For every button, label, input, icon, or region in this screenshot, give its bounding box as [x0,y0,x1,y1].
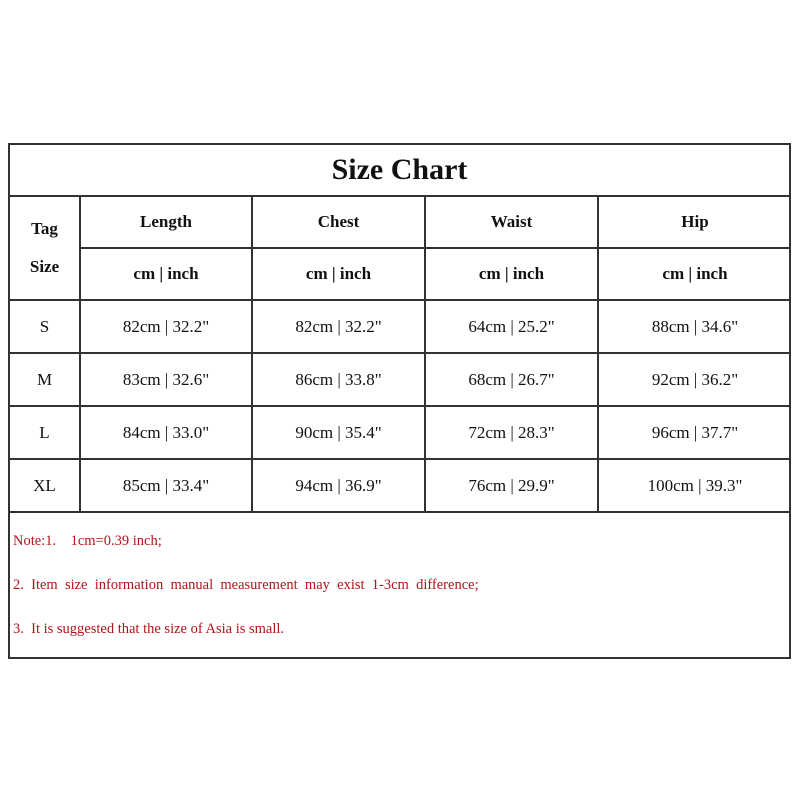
hip-cell: 100cm | 39.3" [598,459,791,512]
header-row [10,196,791,248]
tag-label: Tag [31,218,58,238]
size-chart-table [8,143,791,659]
chest-cell: 82cm | 32.2" [252,300,425,353]
note-1: Note:1. 1cm=0.39 inch; [13,533,162,549]
length-cell: 83cm | 32.6" [80,353,252,406]
unit-label-waist: cm | inch [425,248,598,300]
table-row [10,406,791,459]
size-cell: M [10,353,80,406]
size-grid [10,196,791,513]
col-header-chest: Chest [252,196,425,248]
tag-size-header [10,196,80,300]
unit-label-hip: cm | inch [598,248,791,300]
col-header-hip: Hip [598,196,791,248]
note-2: 2. Item size information manual measurement may exist 1-3cm difference; [13,577,479,593]
waist-cell: 72cm | 28.3" [425,406,598,459]
chest-cell: 94cm | 36.9" [252,459,425,512]
hip-cell: 96cm | 37.7" [598,406,791,459]
hip-cell: 92cm | 36.2" [598,353,791,406]
size-cell: XL [10,459,80,512]
size-label: Size [29,256,60,276]
note-3: 3. It is suggested that the size of Asia is small. [13,621,285,637]
unit-label-chest: cm | inch [252,248,425,300]
waist-cell: 64cm | 25.2" [425,300,598,353]
unit-row [10,248,791,300]
table-row [10,300,791,353]
length-cell: 85cm | 33.4" [80,459,252,512]
size-cell: S [10,300,80,353]
table-row [10,459,791,512]
length-cell: 84cm | 33.0" [80,406,252,459]
waist-cell: 68cm | 26.7" [425,353,598,406]
hip-cell: 88cm | 34.6" [598,300,791,353]
size-cell: L [10,406,80,459]
unit-label-length: cm | inch [80,248,252,300]
col-header-waist: Waist [425,196,598,248]
chart-title: Size Chart [10,145,789,197]
col-header-length: Length [80,196,252,248]
chest-cell: 90cm | 35.4" [252,406,425,459]
table-row [10,353,791,406]
length-cell: 82cm | 32.2" [80,300,252,353]
waist-cell: 76cm | 29.9" [425,459,598,512]
chest-cell: 86cm | 33.8" [252,353,425,406]
